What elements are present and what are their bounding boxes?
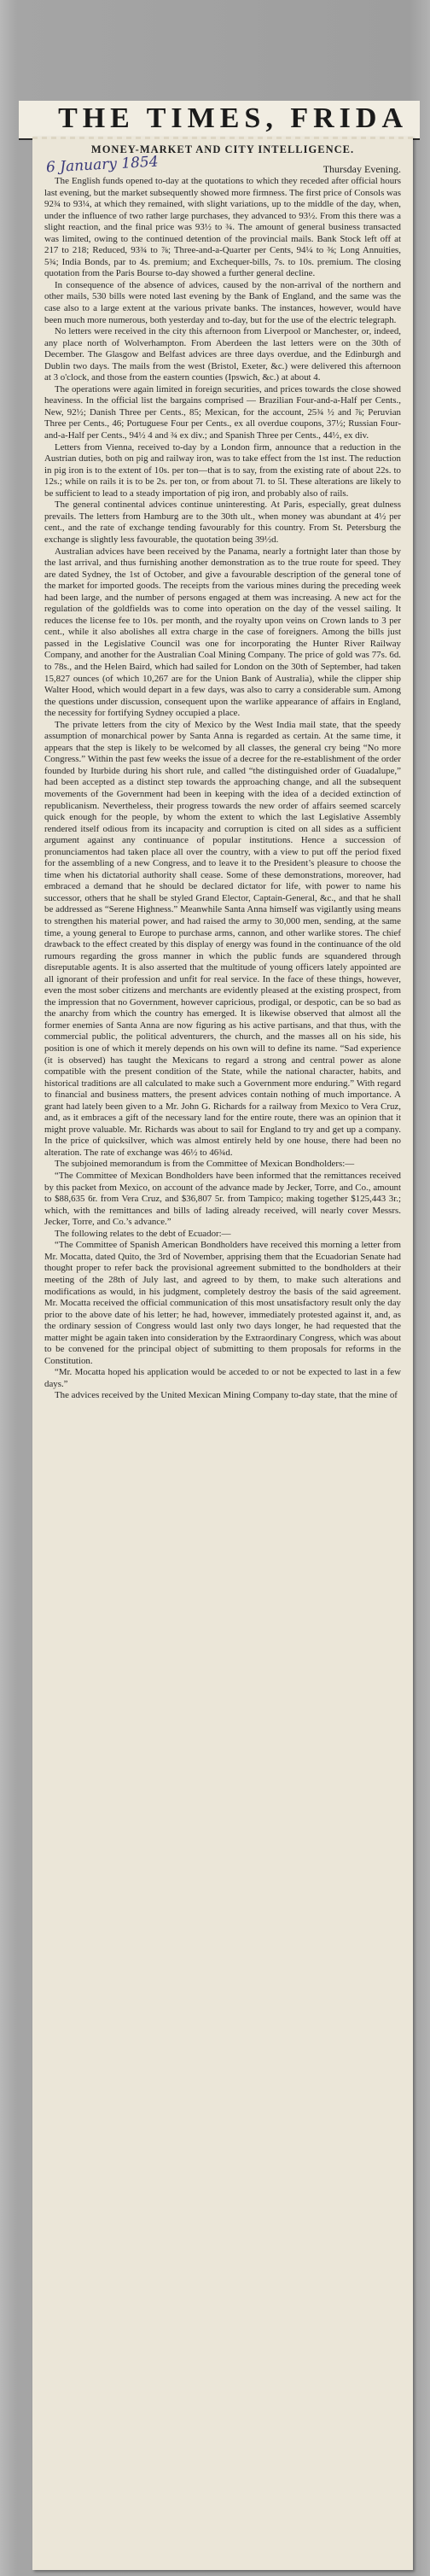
article-paragraph: “The Committee of Spanish American Bondholders have received this morning a letter from Mr. Mocatta, dated Quito, the 3rd of November, apprising them that the Ecuadorian Senate had thought proper to refer back the provisional agreement submitted to the bondholders at their meeting of the 28th of July last, and agreed to by them, to make such alterations and modifications as would, in his judgment, completely destroy the basis of the said agreement. Mr. Mocatta received the official communication of this most unsatisfactory result only the day prior to the above date of his letter; he had, however, immediately protested against it, and, as the ordinary session of Congress would last only two days longer, he had requested that the matter might be again taken into consideration by the Extraordinary Congress, which was about to be convened for the principal object of submitting to them proposals for reforms in the Constitution. [44, 1240, 401, 1366]
article-paragraph: In consequence of the absence of advices, caused by the non-arrival of the northern and other mails, 530 bills were noted last evening by the Bank of England, and the same was the case also to a large extent at the various private banks. The instances, however, would have been much more numerous, both yesterday and to-day, but for the use of the electric telegraph. [44, 279, 401, 325]
newspaper-masthead [19, 101, 420, 140]
article-paragraph: “Mr. Mocatta hoped his application would be acceded to or not be expected to last in a few days.” [44, 1367, 401, 1389]
article-dateline: Thursday Evening. [322, 163, 401, 175]
article-paragraph: The general continental advices continue uninteresting. At Paris, especially, great dulness prevails. The letters from Hamburg are to the 30th ult., when money was abundant at 4½ per cent., and the rate of exchange tending favourably for this country. From St. Petersburg the exchange is slightly less favourable, the quotation being 39½d. [44, 499, 401, 545]
masthead-title: THE TIMES, FRIDA [58, 102, 408, 134]
article-paragraph: The operations were again limited in foreign securities, and prices towards the close showed heaviness. In the official list the bargains comprised — Brazilian Four-and-a-Half per Cents., New, 92½; Danish Three per Cents., 85; Mexican, for the account, 25¾ ½ and ⅞; Peruvian Three per Cents., 46; Portuguese Four per Cents., ex all overdue coupons, 37½; Russian Four-and-a-Half per Cents., 94½ 4 and ¾ ex div.; and Spanish Three per Cents., 44½, ex div. [44, 383, 401, 441]
torn-edge [32, 137, 413, 139]
newspaper-clipping [32, 137, 413, 2570]
article-paragraph: The subjoined memorandum is from the Committee of Mexican Bondholders:— [55, 1159, 355, 1170]
article-heading: MONEY-MARKET AND CITY INTELLIGENCE. [90, 143, 355, 155]
article-paragraph: The following relates to the debt of Ecuador:— [55, 1228, 231, 1239]
article-paragraph: The English funds opened to-day at the quotations to which they receded after official hours last evening, but the market subsequently showed more firmness. The first price of Consols was 92¾ to 93¼, at which they remained, with slight variations, up to the middle of the day, when, under the influence of two rather large purchases, they advanced to 93½. From this there was a slight reaction, and the final price was 93½ to ¾. The amount of general business transacted was limited, owing to the continued detention of the provincial mails. Bank Stock left off at 217 to 218; Reduced, 93¾ to ⅞; Three-and-a-Quarter per Cents, 94¼ to ⅜; Long Annuities, 5¾; India Bonds, par to 4s. premium; and Exchequer-bills, 7s. to 10s. premium. The closing quotation from the Paris Bourse to-day showed a further general decline. [44, 176, 401, 279]
article-paragraph: Letters from Vienna, received to-day by a London firm, announce that a reduction in the Austrian duties, both on pig and railway iron, was to take effect from the 1st inst. The reduction in pig iron is to the extent of 10s. per ton—that is to say, from the existing rate of about 22s. to 12s.; while on rails it is to be 2s. per ton, or from about 7l. to 5l. These alterations are likely to be sufficient to lead to a steady importation of pig iron, and probably also of rails. [44, 441, 401, 499]
handwritten-date-annotation: 6 January 1854 [45, 153, 160, 177]
article-paragraph: No letters were received in the city this afternoon from Liverpool or Manchester, or, indeed, any place north of Wolverhampton. From Aberdeen the last letters were on the 30th of December. The Glasgow and Belfast advices are three days overdue, and the Edinburgh and Dublin two days. The mails from the west (Bristol, Exeter, &c.) were delivered this afternoon at 3 o'clock, and those from the eastern counties (Ipswich, &c.) at about 4. [44, 326, 401, 383]
article-paragraph: The advices received by the United Mexican Mining Company to-day state, that the mine of [55, 1390, 398, 1401]
article-paragraph: The private letters from the city of Mexico by the West India mail state, that the speedy assumption of monarchical power by Santa Anna is regarded as certain. At the same time, it appears that the step is likely to be welcomed by all classes, the general cry being “No more Congress.” Within the past few weeks the issue of a decree for the re-establishment of the order founded by Iturbide during his short rule, and called “the distinguished order of Guadalupe,” had been accepted as a distinct step towards the approaching change, and all the subsequent movements of the Government had been in keeping with the idea of a decided extinction of republicanism. Nevertheless, their progress towards the new order of affairs seemed scarcely quick enough for the people, by whom the extent to which the last Legislative Assembly rendered itself odious from its incapacity and corruption is cited on all sides as a sufficient argument against any continuance of popular institutions. Hence a succession of pronunciamentos had taken place all over the country, with a view to put off the period fixed for the assembling of a new Congress, and to leave it to the President’s pleasure to choose the time when his dictatorial authority shall cease. Some of these demonstrations, moreover, had embraced a demand that he should be declared dictator for life, with power to name his successor, others that he shall be styled Grand Elector, Captain-General, &c., and that he shall be addressed as “Serene Highness.” Meanwhile Santa Anna himself was vigilantly using means to strengthen his material power, and had raised the army to 30,000 men, sending, at the same time, a young general to Europe to purchase arms, cannon, and other warlike stores. The chief drawback to the effect created by this display of energy was found in the continuance of the old rumours regarding the gross manner in which the public funds are squandered through disreputable agents. It is also asserted that the multitude of young officers lately appointed are all ignorant of their profession and unfit for real service. In the face of these things, however, even the most sober citizens and merchants are evidently pleased at the existing prospect, from the impression that no Government, however capricious, prodigal, or despotic, can be so bad as the anarchy from which the country has emerged. It is likewise observed that almost all the former enemies of Santa Anna are now figuring as his active partisans, and that thus, with the commercial public, the political adventurers, the church, and the masses all on his side, his position is one of which it merely depends on his own will to define its name. “Sad experience (it is observed) has taught the Mexicans to regard a strong and central power as alone compatible with the present condition of the State, while the national character, habits, and historical traditions are all calculated to make such a Government more enduring.” With regard to financial and business matters, the present advices contain nothing of much importance. A grant had lately been given to a Mr. John G. Richards for a railway from Mexico to Vera Cruz, and, as it embraces a gift of the necessary land for the entire route, there was an opinion that it might prove valuable. Mr. Richards was about to sail for England to try and get up a company. In the price of quicksilver, which was almost entirely held by one house, there had been no alteration. The rate of exchange was 46½ to 46¾d. [44, 719, 401, 1158]
article-body [44, 176, 401, 1402]
article-paragraph: “The Committee of Mexican Bondholders have been informed that the remittances received by this packet from Mexico, on account of the advance made by Jecker, Torre, and Co., amount to $88,635 6r. from Vera Cruz, and $36,807 5r. from Tampico; making together $125,443 3r.; which, with the remittances and bills of lading already received, will nearly cover Messrs. Jecker, Torre, and Co.’s advance.” [44, 1171, 401, 1228]
article-paragraph: Australian advices have been received by the Panama, nearly a fortnight later than those by the last arrival, and thus furnishing another demonstration as to the true route for speed. They are dated Sydney, the 1st of October, and give a favourable description of the general tone of the market for imported goods. The receipts from the various mines during the preceding week had been large, and the number of persons engaged at them was increasing. A new act for the regulation of the goldfields was to come into operation on the day of the vessel sailing. It reduces the license fee to 10s. per month, and the royalty upon veins on Crown lands to 3 per cent., while it also abolishes all extra charge in the case of foreigners. Among the bills just passed in the Legislative Council was one for incorporating the Hunter River Railway Company, and another for the Australian Coal Mining Company. The price of gold was 77s. 6d. to 78s., and the Helen Baird, which had sailed for London on the 30th of September, had taken 15,827 ounces (of which 10,267 are for the Union Bank of Australia), while the clipper ship Walter Hood, which would depart in a few days, was also to carry a considerable sum. Among the questions under discussion, consequent upon the warlike appearance of affairs in England, the necessity for fortifying Sydney occupied a place. [44, 546, 401, 719]
